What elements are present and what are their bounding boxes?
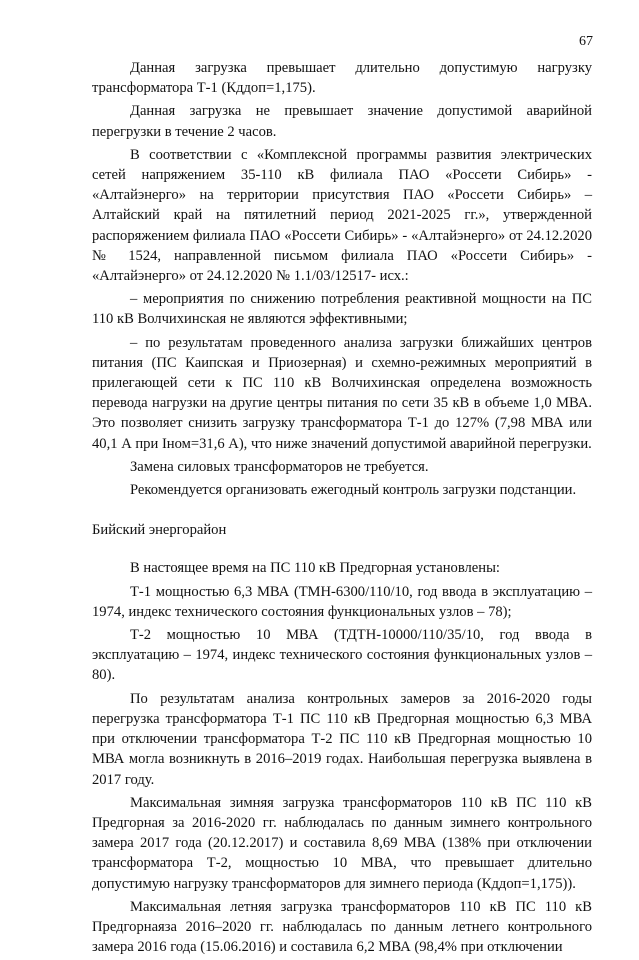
section-heading: Бийский энергорайон	[92, 522, 227, 539]
paragraph: Данная загрузка превышает длительно допустимую нагрузку трансформатора Т-1 (Кддоп=1,175).	[92, 60, 592, 97]
paragraph: – по результатам проведенного анализа загрузки ближайших центров питания (ПС Каипская и Приозерная) и схемно-режимных мероприятий в прилегающей сети к ПС 110 кВ Волчихинская определена возможность перевода нагрузки на другие центры питания по сети 35 кВ в объеме 1,0 МВА. Это позволяет снизить загрузку трансформатора Т-1 до 127% (7,98 МВА или 40,1 А при Iном=31,6 А), что ниже значений допустимой аварийной перегрузки.	[92, 334, 592, 452]
paragraph: Рекомендуется организовать ежегодный контроль загрузки подстанции.	[130, 482, 577, 499]
document-body	[92, 58, 592, 960]
paragraph: Замена силовых трансформаторов не требуется.	[130, 458, 429, 475]
paragraph: В соответствии с «Комплексной программы развития электрических сетей напряжением 35-110 кВ филиала ПАО «Россети Сибирь» - «Алтайэнерго» на территории присутствия ПАО «Россети Сибирь» – Алтайский край на пятилетний период 2021-2025 гг.», утвержденной распоряжением филиала ПАО «Россети Сибирь» - «Алтайэнерго» от 24.12.2020 № 1524, направленной письмом филиала ПАО «Россети Сибирь» - «Алтайэнерго» от 24.12.2020 № 1.1/03/12517- исх.:	[92, 146, 592, 285]
paragraph: Данная загрузка не превышает значение допустимой аварийной перегрузки в течение 2 часов.	[92, 103, 592, 140]
paragraph: Т-2 мощностью 10 МВА (ТДТН-10000/110/35/10, год ввода в эксплуатацию – 1974, индекс технического состояния функциональных узлов – 80).	[92, 627, 592, 684]
page-number: 67	[579, 34, 593, 49]
paragraph: Максимальная летняя загрузка трансформаторов 110 кВ ПС 110 кВ Предгорнаяза 2016–2020 гг. наблюдалась по данным летнего контрольного замера 2016 года (15.06.2016) и составила 6,2 МВА (98,4% при отключении	[92, 898, 592, 956]
paragraph: По результатам анализа контрольных замеров за 2016-2020 годы перегрузка трансформатора Т-1 ПС 110 кВ Предгорная мощностью 6,3 МВА при отключении трансформатора Т-2 ПС 110 кВ Предгорная мощностью 10 МВА могла возникнуть в 2016–2019 годах. Наибольшая перегрузка выявлена в 2017 году.	[92, 690, 592, 788]
paragraph: В настоящее время на ПС 110 кВ Предгорная установлены:	[130, 560, 500, 577]
paragraph: Т-1 мощностью 6,3 МВА (ТМН-6300/110/10, год ввода в эксплуатацию – 1974, индекс технического состояния функциональных узлов – 78);	[92, 583, 592, 620]
paragraph: – мероприятия по снижению потребления реактивной мощности на ПС 110 кВ Волчихинская не являются эффективными;	[92, 291, 592, 328]
paragraph: Максимальная зимняя загрузка трансформаторов 110 кВ ПС 110 кВ Предгорная за 2016-2020 гг. наблюдалась по данным зимнего контрольного замера 2017 года (20.12.2017) и составила 8,69 МВА (138% при отключении трансформатора Т-2, мощностью 10 МВА, что превышает длительно допустимую нагрузку трансформаторов для зимнего периода (Кддоп=1,175)).	[92, 794, 592, 892]
